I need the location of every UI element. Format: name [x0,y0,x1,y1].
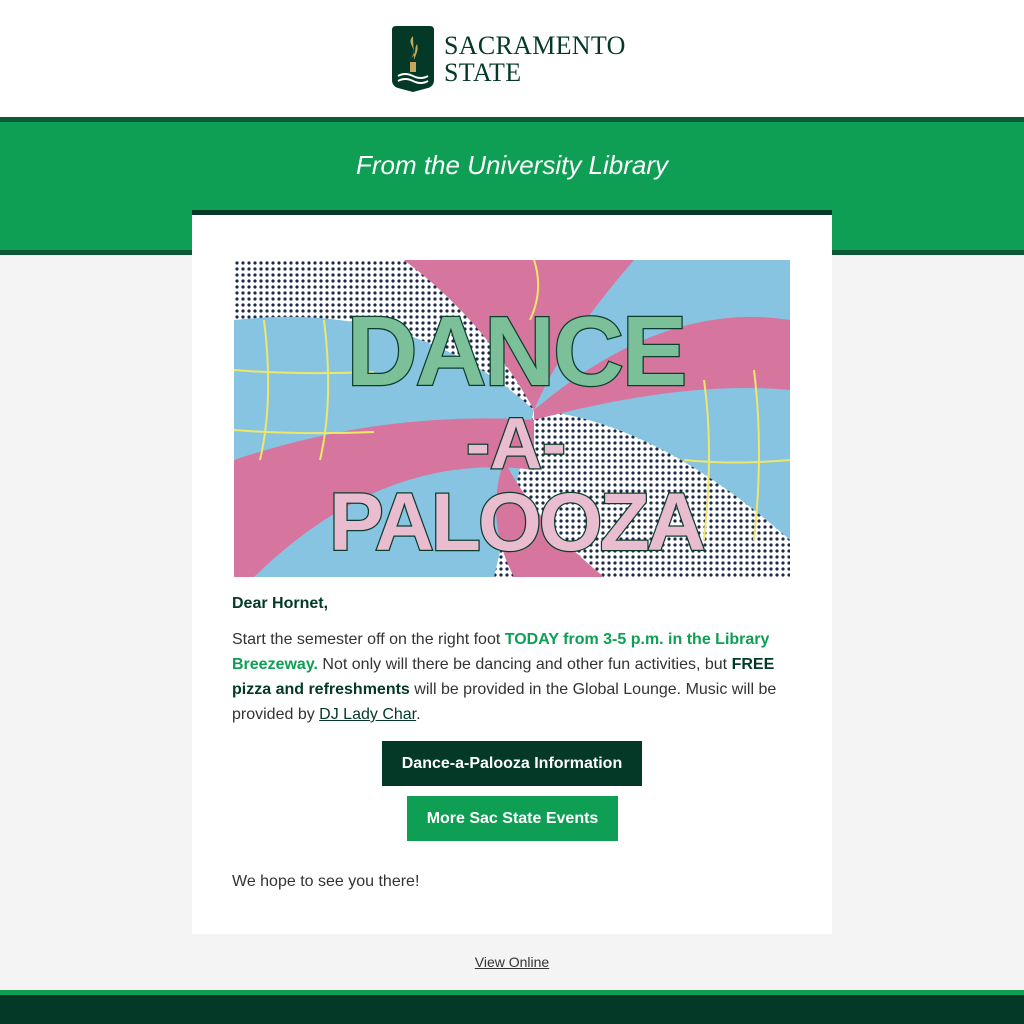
hero-text-dance: DANCE [346,296,686,406]
hero-text-palooza: PALOOZA [329,477,703,568]
dance-a-palooza-info-button[interactable]: Dance-a-Palooza Information [382,741,642,786]
top-header [0,0,1024,117]
logo-wordmark [444,32,626,86]
body-text-1: Start the semester off on the right foot [232,631,505,648]
body-text-3: will be provided in the Global Lounge. Music will be provided by [232,681,777,723]
logo-line-2: STATE [444,58,522,87]
hornet-torch-shield-icon [390,24,436,94]
body-text-2: Not only will there be dancing and other fun activities, but [317,656,732,673]
footer-bar [0,990,1024,1024]
event-time-highlight: TODAY from 3-5 p.m. in the Library Breezeway. [232,631,770,673]
logo-line-1: SACRAMENTO [444,31,626,60]
sacramento-state-logo[interactable] [390,24,640,94]
email-body-paragraph [232,627,792,727]
dj-lady-char-link[interactable]: DJ Lady Char [319,706,417,723]
banner-title: From the University Library [355,150,669,180]
dance-a-palooza-hero-image[interactable] [234,260,790,577]
view-online-link[interactable]: View Online [474,954,550,970]
free-pizza-highlight: FREE pizza and refreshments [232,656,775,698]
closing-text: We hope to see you there! [232,873,420,890]
body-text-4: . [416,706,421,723]
hero-text-dash-a: -A- [466,404,566,484]
more-sac-state-events-button[interactable]: More Sac State Events [407,796,618,841]
greeting: Dear Hornet, [232,595,329,612]
